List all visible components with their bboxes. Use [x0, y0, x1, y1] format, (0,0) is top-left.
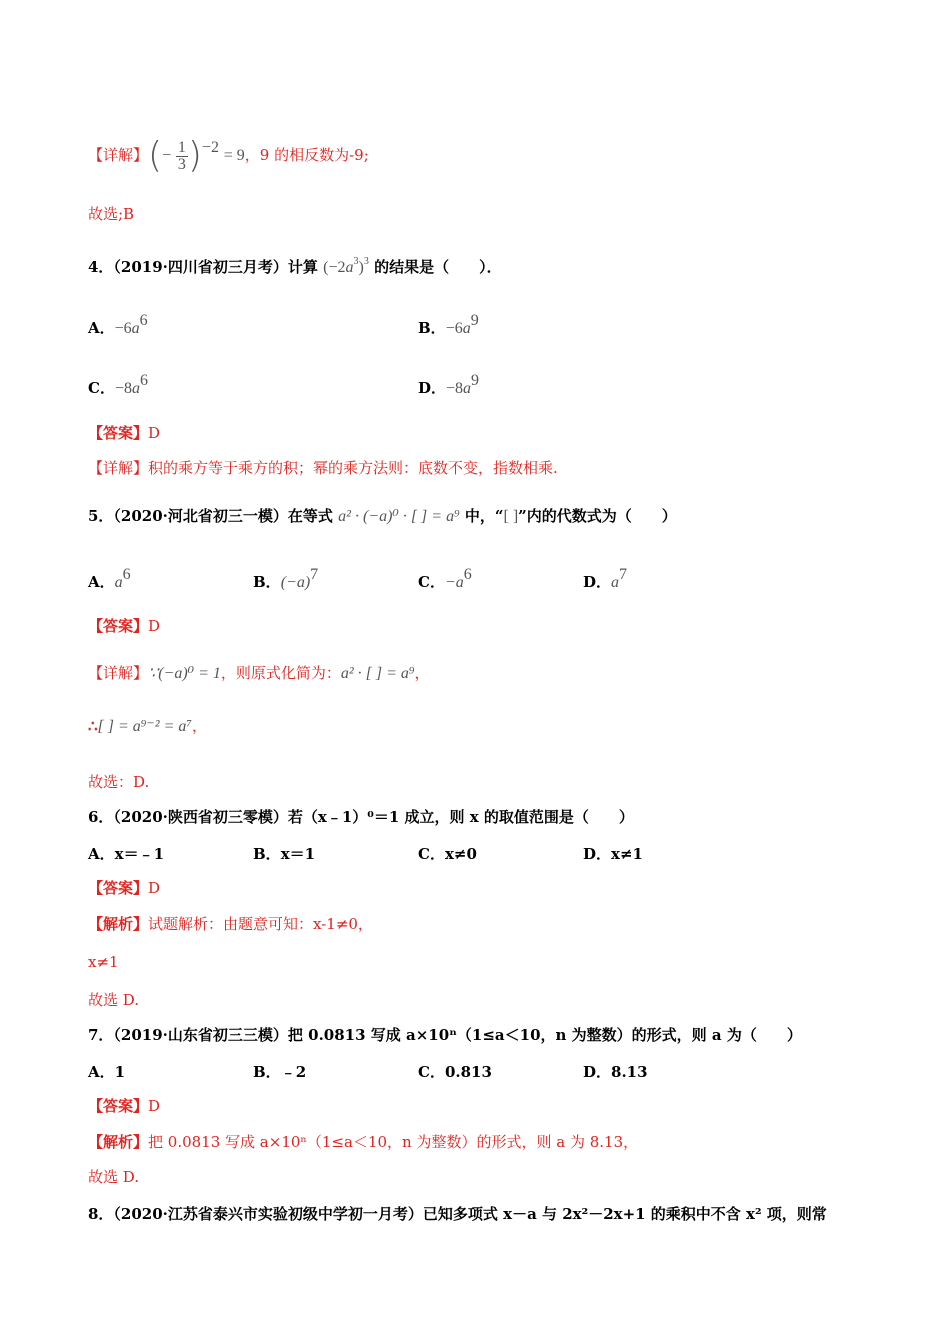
option-text: x＝﹣1 [114, 845, 165, 863]
expr-open: (−2 [323, 259, 346, 276]
therefore-end: ， [191, 717, 207, 735]
analysis-text: 把 0.0813 写成 a×10ⁿ（1≤a＜10，n 为整数）的形式，则 a 为 8.13， [148, 1133, 639, 1151]
answer-value: D [148, 879, 161, 897]
detail-tag: 【详解】 [88, 459, 149, 477]
option-text: 8.13 [611, 1063, 648, 1081]
q7-option-a [88, 1061, 125, 1082]
q6-option-b [253, 843, 315, 864]
right-paren: ) [187, 135, 202, 176]
detail-end: ， [414, 664, 430, 682]
q4-stem-prefix: 4．（2019·四川省初三月考）计算 [88, 258, 318, 276]
option-expr: (−a) [280, 574, 311, 591]
q4-stem-suffix: 的结果是（ ）． [374, 258, 502, 276]
q5-option-d [583, 566, 627, 592]
formula-equals: = 9 [223, 147, 245, 164]
option-coef: −8 [114, 380, 132, 397]
option-expr: a [114, 574, 123, 591]
option-exp: 7 [619, 566, 628, 583]
q5-stem-suffix: ”内的代数式为（ ） [518, 507, 677, 525]
option-label: B． [418, 319, 446, 337]
therefore-expression: [ ] = a⁹⁻² = a⁷ [97, 718, 192, 735]
fraction-denominator: 3 [177, 155, 186, 173]
q5-detail [88, 663, 430, 684]
option-exp: 7 [310, 566, 319, 583]
option-exp: 9 [471, 372, 480, 389]
q6-option-a [88, 843, 164, 864]
q4-option-a [88, 312, 148, 338]
detail-text: 积的乘方等于乘方的积；幂的乘方法则：底数不变，指数相乘. [148, 459, 558, 477]
q6-analysis [88, 914, 373, 934]
q6-stem: 6．（2020·陕西省初三零模）若（x﹣1）⁰＝1 成立，则 x 的取值范围是（ ） [88, 808, 634, 826]
answer-tag: 【答案】 [88, 617, 149, 635]
answer-value: D [148, 617, 161, 635]
q5-stem [88, 506, 677, 527]
option-label: C． [418, 845, 445, 863]
option-label: A． [88, 573, 115, 591]
q6-answer [88, 878, 160, 898]
q7-option-d [583, 1061, 648, 1082]
option-text: ﹣2 [280, 1063, 307, 1081]
option-label: D． [583, 1063, 612, 1081]
detail-expression-1: ∵(−a)⁰ = 1 [148, 665, 221, 682]
q4-detail [88, 458, 558, 478]
option-exp: 6 [122, 566, 131, 583]
formula-minus: − [162, 147, 172, 164]
option-expr: a [611, 574, 620, 591]
option-text: x≠0 [444, 845, 477, 863]
q4-expression [323, 256, 369, 276]
q5-expression: a² · (−a)⁰ · [ ] = a⁹ [338, 508, 460, 525]
option-label: A． [88, 1063, 115, 1081]
option-label: C． [418, 573, 445, 591]
q5-choice: 故选：D. [88, 773, 150, 791]
expr-exp-outer: 3 [363, 256, 369, 267]
option-expr: −a [444, 574, 464, 591]
option-var: a [131, 380, 140, 397]
option-exp: 6 [139, 312, 148, 329]
therefore-symbol: ∴ [88, 717, 98, 735]
option-coef: −6 [114, 320, 132, 337]
q5-bracket: [ ] [503, 508, 519, 525]
detail-tag: 【详解】 [88, 664, 149, 682]
q7-option-c [418, 1061, 492, 1082]
option-label: D． [583, 845, 612, 863]
q7-stem: 7．（2019·山东省初三三模）把 0.0813 写成 a×10ⁿ（1≤a＜10，n 为整数）的形式，则 a 为（ ） [88, 1026, 802, 1044]
q5-therefore [88, 716, 207, 737]
q4-answer [88, 423, 160, 443]
option-var: a [463, 380, 472, 397]
option-exp: 6 [139, 372, 148, 389]
analysis-tag: 【解析】 [88, 1133, 149, 1151]
q5-stem-mid: 中，“ [464, 507, 504, 525]
q7-choice: 故选 D. [88, 1168, 140, 1186]
detail-text: ，9 的相反数为-9; [244, 146, 369, 164]
analysis-tag: 【解析】 [88, 915, 149, 933]
option-coef: −8 [446, 380, 464, 397]
q4-stem [88, 252, 502, 278]
q6-option-d [583, 843, 643, 864]
option-label: C． [418, 1063, 445, 1081]
answer-tag: 【答案】 [88, 1097, 149, 1115]
detail-expression-2: a² · [ ] = a⁹ [340, 665, 415, 682]
fraction-numerator: 1 [177, 138, 186, 156]
q7-option-b [253, 1061, 306, 1082]
answer-tag: 【答案】 [88, 879, 149, 897]
q5-option-b [253, 566, 318, 592]
q5-answer [88, 616, 160, 636]
q7-analysis [88, 1132, 638, 1152]
formula-exponent: −2 [201, 139, 219, 156]
option-text: 0.813 [444, 1063, 492, 1081]
option-coef: −6 [445, 320, 463, 337]
q6-result: x≠1 [88, 953, 119, 971]
option-label: D． [583, 573, 612, 591]
left-paren: ( [148, 135, 163, 176]
q5-option-a [88, 566, 131, 592]
option-label: B． [253, 1063, 281, 1081]
answer-tag: 【答案】 [88, 424, 149, 442]
q5-option-c [418, 566, 472, 592]
answer-value: D [148, 1097, 161, 1115]
option-label: C． [88, 379, 115, 397]
option-text: x≠1 [611, 845, 643, 863]
expr-var: a [345, 259, 354, 276]
q5-stem-prefix: 5．（2020·河北省初三一模）在等式 [88, 507, 333, 525]
q3-choice: 故选;B [88, 205, 135, 223]
expr-close: ) [358, 259, 364, 276]
option-exp: 9 [470, 312, 479, 329]
detail-tag: 【详解】 [88, 146, 149, 164]
option-exp: 6 [463, 566, 472, 583]
option-label: B． [253, 573, 281, 591]
analysis-text: 试题解析：由题意可知：x-1≠0， [148, 915, 373, 933]
q8-stem: 8．（2020·江苏省泰兴市实验初级中学初一月考）已知多项式 x－a 与 2x²－2x+1 的乘积中不含 x² 项，则常 [88, 1205, 827, 1223]
fraction [176, 140, 188, 173]
q4-option-b [418, 312, 479, 338]
q3-detail-line [88, 135, 369, 176]
q4-option-c [88, 372, 148, 398]
expr-exp-inner: 3 [353, 256, 359, 267]
option-var: a [131, 320, 140, 337]
q7-answer [88, 1096, 160, 1116]
detail-text: ，则原式化简为： [220, 664, 341, 682]
option-label: D． [418, 379, 447, 397]
option-label: A． [88, 845, 115, 863]
q6-option-c [418, 843, 477, 864]
option-label: A． [88, 319, 115, 337]
option-text: x＝1 [280, 845, 316, 863]
answer-value: D [148, 424, 161, 442]
option-var: a [462, 320, 471, 337]
q4-option-d [418, 372, 479, 398]
option-text: 1 [114, 1063, 126, 1081]
q6-choice: 故选 D. [88, 991, 140, 1009]
option-label: B． [253, 845, 281, 863]
